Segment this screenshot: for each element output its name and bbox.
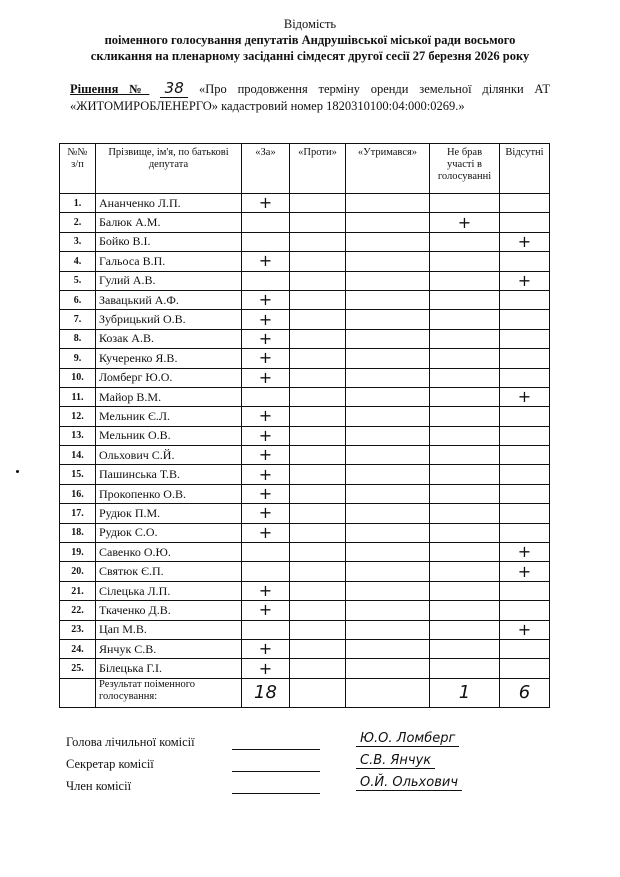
- table-row: [60, 252, 550, 271]
- table-row: [60, 601, 550, 620]
- document-subtitle-line1: поіменного голосування депутатів Андрушівської міської ради восьмого: [104, 33, 516, 47]
- deputy-name: Майор В.М.: [96, 387, 242, 406]
- vote-mark-vids: [500, 349, 550, 368]
- table-header-row: [60, 144, 550, 194]
- vote-mark-ne: [430, 426, 500, 445]
- vote-mark-za: +: [242, 194, 290, 213]
- table-row: [60, 504, 550, 523]
- row-number: 3.: [60, 232, 96, 251]
- vote-mark-proty: [290, 504, 346, 523]
- vote-mark-ne: [430, 271, 500, 290]
- deputy-name: Святюк Є.П.: [96, 562, 242, 581]
- vote-mark-utr: [346, 387, 430, 406]
- deputy-name: Савенко О.Ю.: [96, 543, 242, 562]
- table-row: [60, 232, 550, 251]
- document-subtitle-line2: [0, 48, 620, 64]
- vote-mark-za: [242, 387, 290, 406]
- deputy-name: Гулий А.В.: [96, 271, 242, 290]
- vote-mark-ne: [430, 329, 500, 348]
- deputy-name: Ольхович С.Й.: [96, 446, 242, 465]
- vote-mark-ne: [430, 523, 500, 542]
- table-row: [60, 368, 550, 387]
- vote-mark-utr: [346, 484, 430, 503]
- vote-mark-proty: [290, 290, 346, 309]
- deputy-name: Рудюк С.О.: [96, 523, 242, 542]
- deputy-name: Рудюк П.М.: [96, 504, 242, 523]
- vote-mark-vids: [500, 329, 550, 348]
- signature-role: Член комісії: [66, 779, 132, 793]
- vote-mark-utr: [346, 543, 430, 562]
- vote-mark-utr: [346, 232, 430, 251]
- row-number: 21.: [60, 581, 96, 600]
- table-row: [60, 310, 550, 329]
- vote-mark-ne: [430, 368, 500, 387]
- vote-mark-proty: [290, 581, 346, 600]
- decision-block: [70, 80, 550, 115]
- table-row: [60, 562, 550, 581]
- vote-mark-utr: [346, 659, 430, 678]
- row-number: 2.: [60, 213, 96, 232]
- signatures-block: [66, 731, 546, 801]
- vote-mark-utr: [346, 601, 430, 620]
- vote-mark-utr: [346, 581, 430, 600]
- scan-speck: [16, 470, 19, 473]
- vote-mark-proty: [290, 407, 346, 426]
- vote-mark-ne: [430, 484, 500, 503]
- vote-mark-proty: [290, 543, 346, 562]
- row-number: 4.: [60, 252, 96, 271]
- row-number: 14.: [60, 446, 96, 465]
- vote-mark-vids: [500, 504, 550, 523]
- vote-mark-za: [242, 562, 290, 581]
- decision-text: «Про продовження терміну оренди земельної ділянки АТ «ЖИТОМИРОБЛЕНЕРГО» кадастровий номер 1820310100:04:000:0269.»: [70, 82, 550, 113]
- vote-mark-za: [242, 232, 290, 251]
- result-za: 18: [242, 678, 290, 707]
- vote-mark-proty: [290, 252, 346, 271]
- vote-mark-ne: [430, 194, 500, 213]
- vote-mark-utr: [346, 465, 430, 484]
- table-row: [60, 271, 550, 290]
- vote-mark-utr: [346, 620, 430, 639]
- row-number: 19.: [60, 543, 96, 562]
- vote-mark-za: [242, 543, 290, 562]
- row-number: 16.: [60, 484, 96, 503]
- vote-mark-ne: [430, 387, 500, 406]
- vote-mark-utr: [346, 368, 430, 387]
- col-name: Прізвище, ім'я, по батькові депутата: [96, 144, 242, 194]
- vote-mark-za: [242, 213, 290, 232]
- col-num: №№ з/п: [60, 144, 96, 194]
- signature-role: Голова лічильної комісії: [66, 735, 195, 749]
- vote-mark-ne: [430, 620, 500, 639]
- row-number: 15.: [60, 465, 96, 484]
- vote-mark-vids: [500, 484, 550, 503]
- row-number: 17.: [60, 504, 96, 523]
- vote-mark-proty: [290, 639, 346, 658]
- vote-mark-za: [242, 620, 290, 639]
- result-utrymavsia: [346, 678, 430, 707]
- vote-mark-za: +: [242, 446, 290, 465]
- col-ne-brav: Не брав участі в голосуванні: [430, 144, 500, 194]
- vote-mark-za: +: [242, 523, 290, 542]
- vote-mark-ne: [430, 581, 500, 600]
- vote-mark-za: +: [242, 601, 290, 620]
- row-number: 10.: [60, 368, 96, 387]
- vote-mark-vids: +: [500, 387, 550, 406]
- vote-mark-ne: [430, 310, 500, 329]
- vote-mark-za: +: [242, 426, 290, 445]
- row-number: 18.: [60, 523, 96, 542]
- table-row: [60, 446, 550, 465]
- vote-mark-za: +: [242, 484, 290, 503]
- vote-mark-proty: [290, 523, 346, 542]
- row-number: 8.: [60, 329, 96, 348]
- vote-mark-proty: [290, 426, 346, 445]
- deputy-name: Завацький А.Ф.: [96, 290, 242, 309]
- vote-mark-ne: [430, 639, 500, 658]
- row-number: 11.: [60, 387, 96, 406]
- vote-mark-za: [242, 271, 290, 290]
- row-number: 5.: [60, 271, 96, 290]
- vote-mark-za: +: [242, 504, 290, 523]
- vote-mark-ne: [430, 601, 500, 620]
- vote-mark-vids: +: [500, 562, 550, 581]
- deputy-name: Янчук С.В.: [96, 639, 242, 658]
- vote-mark-vids: [500, 310, 550, 329]
- vote-mark-proty: [290, 601, 346, 620]
- vote-mark-vids: +: [500, 620, 550, 639]
- table-row: [60, 523, 550, 542]
- decision-number: 38: [160, 80, 188, 98]
- deputy-name: Зубрицький О.В.: [96, 310, 242, 329]
- signature-name: О.Й. Ольхович: [356, 775, 462, 791]
- result-proty: [290, 678, 346, 707]
- vote-mark-ne: [430, 232, 500, 251]
- table-row: [60, 465, 550, 484]
- vote-mark-ne: [430, 504, 500, 523]
- vote-mark-ne: [430, 543, 500, 562]
- table-row: [60, 329, 550, 348]
- document-title: Відомість: [283, 17, 337, 31]
- deputy-name: Ананченко Л.П.: [96, 194, 242, 213]
- vote-mark-utr: [346, 407, 430, 426]
- vote-mark-proty: [290, 484, 346, 503]
- vote-mark-vids: [500, 446, 550, 465]
- vote-mark-proty: [290, 329, 346, 348]
- vote-mark-vids: [500, 601, 550, 620]
- signature-line: [232, 793, 320, 794]
- signature-line: [232, 771, 320, 772]
- table-row: [60, 290, 550, 309]
- signature-row: [66, 775, 546, 801]
- vote-mark-proty: [290, 659, 346, 678]
- result-row: [60, 678, 550, 707]
- vote-mark-za: +: [242, 252, 290, 271]
- vote-mark-utr: [346, 504, 430, 523]
- table-row: [60, 484, 550, 503]
- vote-mark-za: +: [242, 310, 290, 329]
- table-row: [60, 349, 550, 368]
- result-empty: [60, 678, 96, 707]
- vote-mark-proty: [290, 562, 346, 581]
- table-row: [60, 407, 550, 426]
- vote-mark-utr: [346, 426, 430, 445]
- vote-mark-vids: [500, 194, 550, 213]
- vote-mark-proty: [290, 349, 346, 368]
- vote-mark-ne: [430, 407, 500, 426]
- vote-mark-proty: [290, 465, 346, 484]
- vote-mark-ne: [430, 562, 500, 581]
- vote-mark-utr: [346, 639, 430, 658]
- vote-mark-za: +: [242, 290, 290, 309]
- deputy-name: Ломберг Ю.О.: [96, 368, 242, 387]
- vote-mark-utr: [346, 349, 430, 368]
- decision-label: Рішення №: [70, 82, 150, 96]
- vote-mark-vids: [500, 523, 550, 542]
- deputy-name: Сілецька Л.П.: [96, 581, 242, 600]
- result-vidsutni: 6: [500, 678, 550, 707]
- deputy-name: Козак А.В.: [96, 329, 242, 348]
- vote-mark-ne: [430, 252, 500, 271]
- vote-mark-utr: [346, 562, 430, 581]
- session-date: сімдесят другої сесії 27 березня 2026 року: [297, 49, 530, 63]
- vote-mark-vids: [500, 407, 550, 426]
- vote-mark-proty: [290, 271, 346, 290]
- vote-mark-ne: [430, 349, 500, 368]
- vote-mark-utr: [346, 310, 430, 329]
- table-row: [60, 581, 550, 600]
- table-row: [60, 639, 550, 658]
- vote-mark-ne: [430, 465, 500, 484]
- vote-mark-utr: [346, 213, 430, 232]
- deputy-name: Ткаченко Д.В.: [96, 601, 242, 620]
- vote-mark-utr: [346, 329, 430, 348]
- vote-mark-utr: [346, 446, 430, 465]
- vote-mark-proty: [290, 387, 346, 406]
- deputy-name: Цап М.В.: [96, 620, 242, 639]
- table-row: [60, 213, 550, 232]
- vote-mark-proty: [290, 194, 346, 213]
- deputy-name: Білецька Г.І.: [96, 659, 242, 678]
- row-number: 9.: [60, 349, 96, 368]
- vote-mark-vids: [500, 581, 550, 600]
- table-row: [60, 387, 550, 406]
- vote-mark-utr: [346, 290, 430, 309]
- vote-mark-vids: [500, 426, 550, 445]
- table-row: [60, 659, 550, 678]
- row-number: 20.: [60, 562, 96, 581]
- vote-mark-proty: [290, 446, 346, 465]
- signature-row: [66, 731, 546, 757]
- row-number: 12.: [60, 407, 96, 426]
- signature-name: С.В. Янчук: [356, 753, 435, 769]
- deputy-name: Прокопенко О.В.: [96, 484, 242, 503]
- vote-mark-vids: [500, 639, 550, 658]
- signature-name: Ю.О. Ломберг: [356, 731, 459, 747]
- vote-mark-za: +: [242, 349, 290, 368]
- vote-mark-utr: [346, 523, 430, 542]
- vote-mark-za: +: [242, 581, 290, 600]
- deputy-name: Кучеренко Я.В.: [96, 349, 242, 368]
- vote-mark-proty: [290, 310, 346, 329]
- row-number: 25.: [60, 659, 96, 678]
- vote-mark-vids: [500, 368, 550, 387]
- col-utrymavsia: «Утримався»: [346, 144, 430, 194]
- session-prefix: скликання на пленарному засіданні: [90, 49, 294, 63]
- deputy-name: Мельник Є.Л.: [96, 407, 242, 426]
- deputy-name: Балюк А.М.: [96, 213, 242, 232]
- vote-mark-za: +: [242, 329, 290, 348]
- vote-mark-proty: [290, 232, 346, 251]
- row-number: 22.: [60, 601, 96, 620]
- vote-mark-vids: +: [500, 232, 550, 251]
- row-number: 24.: [60, 639, 96, 658]
- deputy-name: Мельник О.В.: [96, 426, 242, 445]
- deputy-name: Бойко В.І.: [96, 232, 242, 251]
- vote-mark-vids: +: [500, 543, 550, 562]
- vote-mark-za: +: [242, 659, 290, 678]
- col-za: «За»: [242, 144, 290, 194]
- vote-mark-utr: [346, 271, 430, 290]
- table-row: [60, 426, 550, 445]
- vote-mark-proty: [290, 368, 346, 387]
- table-row: [60, 543, 550, 562]
- vote-mark-za: +: [242, 368, 290, 387]
- vote-mark-proty: [290, 213, 346, 232]
- signature-row: [66, 753, 546, 779]
- row-number: 6.: [60, 290, 96, 309]
- result-label: Результат поіменного голосування:: [96, 678, 242, 707]
- vote-mark-proty: [290, 620, 346, 639]
- row-number: 7.: [60, 310, 96, 329]
- vote-mark-za: +: [242, 407, 290, 426]
- table-row: [60, 194, 550, 213]
- vote-mark-ne: +: [430, 213, 500, 232]
- vote-mark-vids: [500, 465, 550, 484]
- table-row: [60, 620, 550, 639]
- vote-mark-vids: [500, 252, 550, 271]
- row-number: 1.: [60, 194, 96, 213]
- vote-mark-utr: [346, 194, 430, 213]
- vote-mark-za: +: [242, 639, 290, 658]
- row-number: 13.: [60, 426, 96, 445]
- vote-mark-ne: [430, 290, 500, 309]
- vote-mark-vids: [500, 213, 550, 232]
- document-header: [0, 16, 620, 64]
- vote-mark-ne: [430, 446, 500, 465]
- signature-line: [232, 749, 320, 750]
- result-ne-brav: 1: [430, 678, 500, 707]
- row-number: 23.: [60, 620, 96, 639]
- vote-mark-vids: +: [500, 271, 550, 290]
- col-proty: «Проти»: [290, 144, 346, 194]
- signature-role: Секретар комісії: [66, 757, 154, 771]
- deputy-name: Пашинська Т.В.: [96, 465, 242, 484]
- vote-mark-ne: [430, 659, 500, 678]
- vote-mark-vids: [500, 659, 550, 678]
- deputy-name: Гальоса В.П.: [96, 252, 242, 271]
- vote-table: [59, 143, 550, 708]
- vote-mark-za: +: [242, 465, 290, 484]
- vote-mark-vids: [500, 290, 550, 309]
- vote-mark-utr: [346, 252, 430, 271]
- col-vidsutni: Відсутні: [500, 144, 550, 194]
